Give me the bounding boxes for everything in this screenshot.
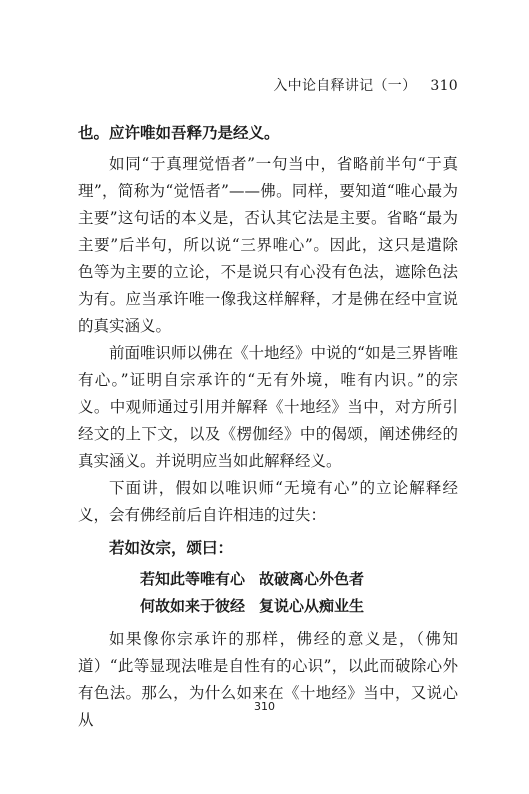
page-body	[78, 120, 458, 734]
verse-line	[78, 566, 458, 593]
verse-phrase: 若知此等唯有心	[140, 570, 246, 588]
paragraph: 下面讲，假如以唯识师“无境有心”的立论解释经义，会有佛经前后自许相违的过失：	[78, 479, 458, 524]
lead-sentence: 也。应许唯如吾释乃是经义。	[78, 124, 280, 142]
verse-intro: 若如汝宗，颂曰：	[109, 539, 234, 557]
verse-line	[78, 593, 458, 620]
footer-page-number: 310	[254, 700, 275, 713]
paragraph: 如同“于真理觉悟者”一句当中，省略前半句“于真理”，简称为“觉悟者”——佛。同样，要知道“唯心最为主要”这句话的本义是，否认其它法是主要。省略“最为主要”后半句，所以说“三界唯心”。因此，这只是遣除色等为主要的立论，不是说只有心没有色法，遮除色法为有。应当承许唯一像我这样解释，才是佛在经中宣说的真实涵义。	[78, 155, 458, 335]
verse-phrase: 何故如来于彼经	[140, 597, 246, 615]
running-header	[273, 75, 458, 95]
header-title: 入中论自释讲记（一）	[273, 78, 417, 94]
paragraph: 前面唯识师以佛在《十地经》中说的“如是三界皆唯有心。”证明自宗承许的“无有外境，唯有内识。”的宗义。中观师通过引用并解释《十地经》当中，对方所引经文的上下文，以及《楞伽经》中的偈颂，阐述佛经的真实涵义。并说明应当如此解释经义。	[78, 344, 458, 470]
header-page-number: 310	[430, 78, 458, 94]
paragraph: 如果像你宗承许的那样，佛经的意义是，（佛知道）“此等显现法唯是自性有的心识”，以此而破除心外有色法。那么，为什么如来在《十地经》当中，又说心从	[78, 630, 458, 729]
verse-phrase: 复说心从痴业生	[259, 597, 365, 615]
verse-phrase: 故破离心外色者	[259, 570, 365, 588]
